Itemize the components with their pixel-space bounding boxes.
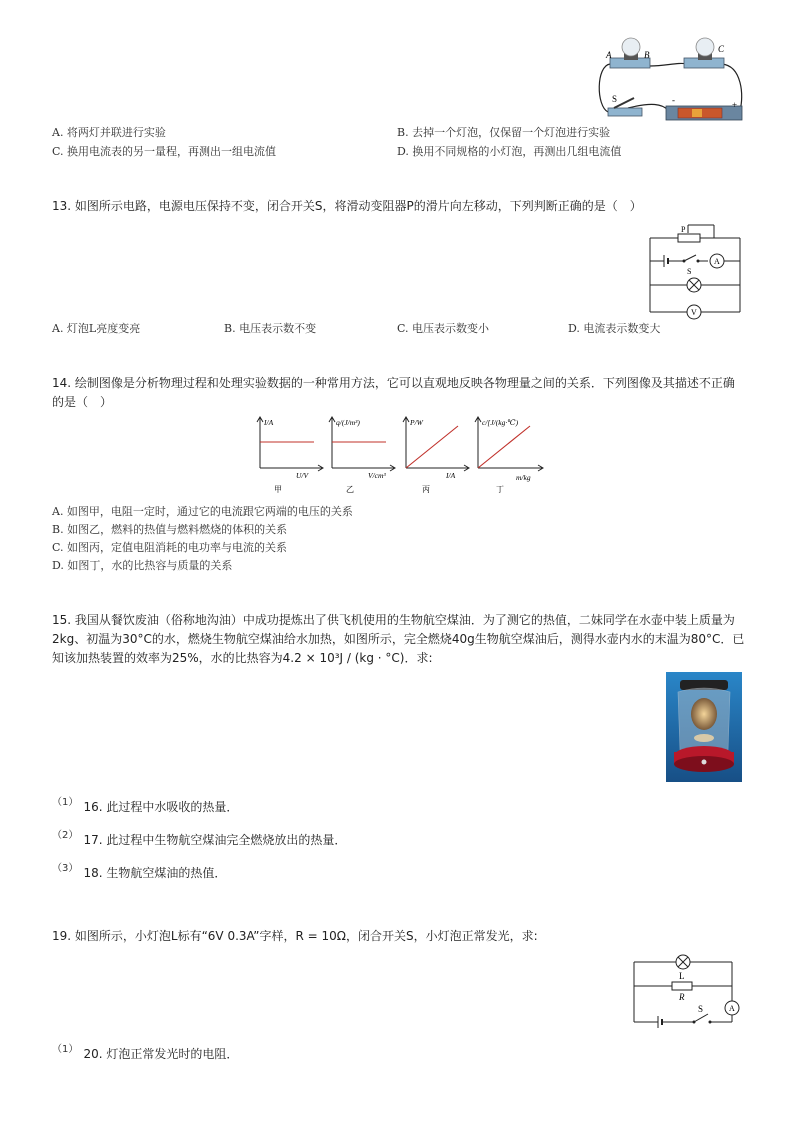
sub-number: （3） [52, 863, 79, 874]
q12-option-a[interactable]: A. 将两灯并联进行实验 [52, 126, 166, 139]
q14-stem-line1: 14. 绘制图像是分析物理过程和处理实验数据的一种常用方法，它可以直观地反映各物理量之间的关系．下列图像及其描述不正确 [52, 376, 735, 390]
q12-option-c[interactable]: C. 换用电流表的另一量程，再测出一组电流值 [52, 145, 277, 158]
label-s: S [687, 267, 692, 276]
voltmeter-label: V [691, 308, 697, 317]
label-c: C [718, 44, 725, 54]
q15-sub-2 [52, 829, 346, 848]
q12-figure [592, 36, 752, 128]
q13-option-c[interactable]: C. 电压表示数变小 [397, 322, 490, 335]
q14-option-d[interactable]: D. 如图丁，水的比热容与质量的关系 [52, 559, 233, 572]
graph-bing-ylabel: P/W [410, 418, 423, 427]
ammeter-label: A [714, 257, 720, 266]
label-a: A [606, 50, 612, 60]
label-b: B [644, 50, 650, 60]
sub-number: （2） [52, 830, 79, 841]
label-l: L [679, 971, 685, 981]
sub-text: 16. 此过程中水吸收的热量． [83, 800, 239, 814]
q13-option-b[interactable]: B. 电压表示数不变 [224, 322, 317, 335]
q14-option-a[interactable]: A. 如图甲，电阻一定时，通过它的电流跟它两端的电压的关系 [52, 505, 353, 518]
q15-stem-line3: 知该加热装置的效率为25%，水的比热容为4.2 × 10³J / (kg · °C)．求: [52, 651, 433, 665]
graph-ding-ylabel: c/[J/(kg·℃) [482, 418, 519, 427]
sub-number: （1） [52, 797, 79, 808]
graph-yi-caption: 乙 [346, 485, 354, 494]
sub-text: 17. 此过程中生物航空煤油完全燃烧放出的热量． [83, 833, 347, 847]
q15-stem-line2: 2kg、初温为30°C的水，燃烧生物航空煤油给水加热，如图所示，完全燃烧40g生物航空煤油后，测得水壶内水的末温为80°C．已 [52, 632, 745, 646]
graph-bing-caption: 丙 [422, 485, 430, 494]
q13-stem: 13. 如图所示电路，电源电压保持不变，闭合开关S，将滑动变阻器P的滑片向左移动，下列判断正确的是（ ） [52, 199, 642, 213]
q19-stem: 19. 如图所示，小灯泡L标有“6V 0.3A”字样，R = 10Ω，闭合开关S，小灯泡正常发光，求: [52, 929, 538, 943]
q14-option-c[interactable]: C. 如图丙，定值电阻消耗的电功率与电流的关系 [52, 541, 288, 554]
label-minus: - [672, 95, 675, 105]
label-r: R [679, 992, 685, 1002]
sub-number: （1） [52, 1044, 79, 1055]
q12-option-b[interactable]: B. 去掉一个灯泡，仅保留一个灯泡进行实验 [397, 126, 611, 139]
q14-option-b[interactable]: B. 如图乙，燃料的热值与燃料燃烧的体积的关系 [52, 523, 288, 536]
q13-option-a[interactable]: A. 灯泡L亮度变亮 [52, 322, 141, 335]
q15-sub-3 [52, 862, 226, 881]
q14-stem-line2: 的是（ ） [52, 395, 113, 409]
graph-jia-caption: 甲 [274, 485, 282, 494]
q19-circuit [628, 950, 744, 1028]
q15-heater-photo [666, 672, 742, 782]
label-plus: + [732, 100, 738, 110]
q19-sub-1 [52, 1043, 238, 1062]
graph-ding-caption: 丁 [496, 485, 504, 494]
graph-bing-xlabel: I/A [446, 471, 456, 480]
q14-graphs [252, 414, 552, 496]
sub-text: 18. 生物航空煤油的热值． [83, 866, 227, 880]
sub-text: 20. 灯泡正常发光时的电阻． [83, 1047, 239, 1061]
graph-jia-xlabel: U/V [296, 471, 309, 480]
label-p: P [681, 225, 686, 234]
label-s: S [612, 94, 618, 104]
q15-stem-line1: 15. 我国从餐饮废油（俗称地沟油）中成功提炼出了供飞机使用的生物航空煤油．为了测它的热值，二妹同学在水壶中装上质量为 [52, 613, 735, 627]
ammeter-label: A [729, 1004, 735, 1013]
q13-option-d[interactable]: D. 电流表示数变大 [568, 322, 661, 335]
graph-yi-xlabel: V/cm³ [368, 471, 386, 480]
graph-yi-ylabel: q/(J/m³) [336, 418, 360, 427]
q12-option-d[interactable]: D. 换用不同规格的小灯泡，再测出几组电流值 [397, 145, 622, 158]
q13-circuit [642, 222, 746, 322]
q15-sub-1 [52, 796, 238, 815]
graph-jia-ylabel: I/A [264, 418, 274, 427]
label-s: S [698, 1004, 704, 1014]
graph-ding-xlabel: m/kg [516, 473, 531, 482]
